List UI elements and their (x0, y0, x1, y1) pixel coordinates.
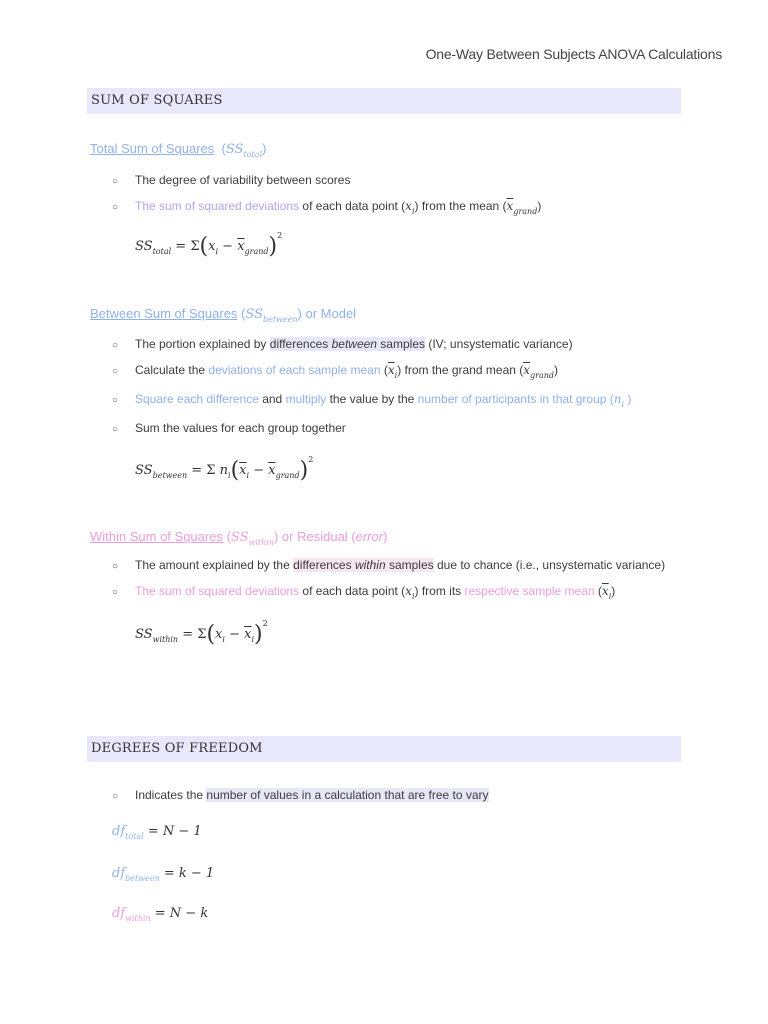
formula-lhs-sub: within (152, 635, 179, 644)
df-rhs: = k − 1 (159, 866, 215, 881)
math-sub: i (608, 592, 612, 601)
within-ss-close: ) (383, 529, 388, 544)
section-band-sum-of-squares (87, 88, 681, 114)
bullet-icon: ○ (112, 424, 119, 435)
formula-x-sub: i (222, 635, 225, 644)
math-xbar: $\overline{x}$ (506, 199, 514, 213)
bullet-text: ( (380, 363, 388, 377)
list-item (112, 392, 631, 409)
math-xbar: $\overline{x}$ (601, 584, 609, 598)
bullet-text: The portion explained by (135, 337, 270, 351)
bullet-icon: ○ (112, 366, 119, 377)
math-x: x (405, 584, 412, 598)
bullet-icon: ○ (112, 791, 119, 802)
section-band-degrees-of-freedom (87, 736, 681, 762)
df-rhs: = N − k (150, 906, 209, 921)
formula-x-sub: i (246, 471, 250, 480)
df-symbol: df (112, 824, 126, 839)
math-sub: i (394, 371, 398, 380)
formula-minus: − (224, 627, 245, 642)
bullet-highlight: respective sample mean (464, 584, 595, 598)
section-heading: DEGREES OF FREEDOM (91, 741, 263, 756)
bullet-text: Indicates the (135, 788, 207, 802)
bullet-highlight: number of participants in that group ( (417, 392, 614, 406)
df-subscript: total (125, 832, 144, 841)
bullet-highlight: deviations of each sample mean (208, 363, 381, 377)
highlight-between (270, 337, 425, 351)
formula-n: n (219, 463, 229, 478)
formula-lhs-sub: between (152, 471, 188, 480)
formula-lhs: SS (135, 463, 153, 478)
formula-ss-within: $SS_{within} = \Sigma(x_i - \overline{x}_i)^2$ (135, 619, 268, 647)
highlight-text: samples (385, 558, 434, 572)
list-item (112, 363, 558, 380)
math-sub: grand (513, 207, 538, 216)
between-ss-subscript: between (262, 315, 298, 324)
highlight-text: differences (293, 558, 355, 572)
highlight-text: number of values in a calculation that are free to vary (206, 788, 489, 802)
formula-minus: − (249, 463, 269, 478)
formula-lhs: SS (135, 627, 153, 642)
formula-n-sub: i (228, 471, 231, 480)
list-item (112, 199, 541, 216)
bullet-text: The amount explained by the (135, 558, 294, 572)
bullet-icon: ○ (112, 561, 119, 572)
highlight-text: differences (269, 337, 332, 351)
list-item (112, 173, 350, 187)
bullet-text: The degree of variability between scores (135, 173, 351, 187)
highlight-within (293, 558, 434, 572)
bullet-text: ) from the grand mean ( (397, 363, 524, 377)
total-ss-subscript: total (243, 150, 263, 159)
df-subscript: within (125, 914, 151, 923)
bullet-text: ) (554, 363, 559, 377)
bullet-text: ) (611, 584, 616, 598)
formula-df-total (112, 824, 202, 841)
formula-df-within (112, 906, 208, 923)
bullet-text: Calculate the (135, 363, 209, 377)
bullet-text: ) from its (414, 584, 465, 598)
between-ss-link[interactable]: Between Sum of Squares (90, 306, 238, 321)
section-heading: SUM OF SQUARES (91, 93, 223, 108)
math-n: n (613, 392, 622, 406)
bullet-text: ) (537, 199, 542, 213)
bullet-icon: ○ (112, 395, 119, 406)
list-item (112, 421, 346, 435)
bullet-highlight: Square each difference (135, 392, 259, 406)
formula-xbar: $\overline{x}$ (244, 627, 252, 642)
math-sub: i (621, 400, 625, 409)
df-symbol: df (112, 906, 126, 921)
bullet-highlight: The sum of squared deviations (135, 199, 300, 213)
math-sub: i (411, 207, 415, 216)
formula-xbar-i: $\overline{x}$ (239, 463, 247, 478)
formula-eq: = Σ (187, 463, 216, 478)
math-sub: i (411, 592, 415, 601)
formula-xbar: $\overline{x}$ (268, 463, 276, 478)
highlight-text: samples (376, 337, 425, 351)
within-ss-open: ( (222, 529, 231, 544)
formula-xbar: $\overline{x}$ (237, 239, 245, 254)
list-item (112, 584, 615, 601)
within-ss-subscript: within (248, 538, 274, 547)
bullet-text: of each data point ( (299, 199, 406, 213)
bullet-highlight: multiply (285, 392, 327, 406)
formula-xbar-sub: grand (244, 247, 269, 256)
bullet-text: due to chance (i.e., unsystematic variance) (433, 558, 666, 572)
formula-eq: = Σ (178, 627, 207, 642)
total-ss-heading: Total Sum of Squares $(SS_{total})$ (90, 141, 267, 159)
within-ss-suffix: ) or Residual ( (273, 529, 356, 544)
df-rhs: = N − 1 (143, 824, 202, 839)
total-ss-symbol: SS (225, 142, 244, 157)
formula-eq: = Σ (171, 239, 200, 254)
highlight-italic: between (331, 337, 377, 351)
formula-x: x (215, 627, 223, 642)
df-symbol: df (112, 866, 126, 881)
formula-exponent: 2 (308, 455, 314, 464)
list-item (112, 558, 665, 572)
formula-lhs-sub: total (152, 247, 172, 256)
formula-lhs: SS (135, 239, 153, 254)
bullet-text: (IV; unsystematic variance) (425, 337, 573, 351)
bullet-highlight: ) (624, 392, 632, 406)
bullet-icon: ○ (112, 202, 119, 213)
formula-df-between (112, 866, 214, 883)
df-subscript: between (125, 874, 160, 883)
between-ss-suffix: or Model (301, 306, 357, 321)
within-ss-error: error (355, 529, 384, 544)
bullet-highlight: The sum of squared deviations (135, 584, 300, 598)
bullet-text: Sum the values for each group together (135, 421, 346, 435)
between-ss-symbol: SS (245, 307, 263, 322)
formula-ss-between: $SS_{between} = \Sigma$ $n_i(\overline{x}_i - \overline{x}_{grand})^2$ (135, 455, 314, 483)
bullet-text: of each data point ( (299, 584, 406, 598)
bullet-icon: ○ (112, 340, 119, 351)
math-xbar: $\overline{x}$ (387, 363, 395, 377)
within-ss-symbol: SS (230, 530, 249, 545)
formula-exponent: 2 (277, 231, 283, 240)
within-ss-heading (90, 529, 387, 547)
bullet-text: and (258, 392, 286, 406)
formula-ss-total: $SS_{total} = \Sigma(x_i - \overline{x}_{grand})^2$ (135, 231, 283, 259)
within-ss-link[interactable]: Within Sum of Squares (90, 529, 223, 544)
bullet-text: ( (594, 584, 602, 598)
formula-xbar-sub: grand (275, 471, 300, 480)
math-x: x (405, 199, 412, 213)
bullet-text: ) from the mean ( (414, 199, 507, 213)
list-item (112, 337, 573, 351)
formula-x: x (208, 239, 216, 254)
math-sub: grand (530, 371, 555, 380)
bullet-text: the value by the (326, 392, 418, 406)
total-ss-link[interactable]: Total Sum of Squares (90, 141, 215, 156)
page-header: One-Way Between Subjects ANOVA Calculations (425, 46, 722, 62)
formula-xbar-sub: i (251, 635, 255, 644)
bullet-icon: ○ (112, 176, 119, 187)
list-item (112, 788, 489, 802)
math-xbar: $\overline{x}$ (523, 363, 531, 377)
between-ss-heading: Between Sum of Squares $(SS_{between})$ or Model (90, 306, 357, 324)
formula-x-sub: i (215, 247, 219, 256)
highlight-italic: within (354, 558, 386, 572)
formula-minus: − (218, 239, 238, 254)
formula-exponent: 2 (262, 619, 268, 628)
bullet-icon: ○ (112, 587, 119, 598)
